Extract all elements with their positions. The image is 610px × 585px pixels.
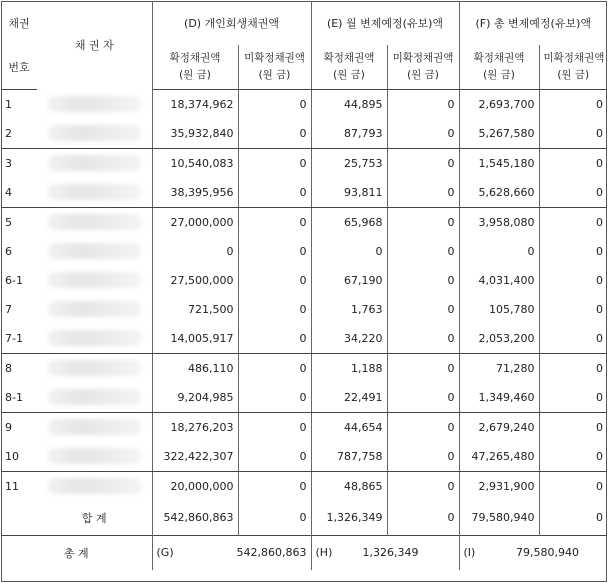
d-confirmed: 27,000,000 — [152, 207, 238, 237]
f-confirmed: 2,053,200 — [459, 324, 539, 354]
total-i-value: 79,580,940 — [516, 546, 579, 559]
d-confirmed: 10,540,083 — [152, 148, 238, 178]
subtotal-d-confirmed: 542,860,863 — [152, 501, 238, 536]
table-row — [1, 148, 607, 178]
table-row — [1, 178, 607, 208]
d-unconfirmed: 0 — [238, 148, 311, 178]
table-row — [1, 383, 607, 413]
f-confirmed: 105,780 — [459, 295, 539, 324]
creditor-name-redacted — [37, 119, 152, 149]
total-i-tag: (I) — [463, 546, 476, 559]
d-unconfirmed: 0 — [238, 353, 311, 383]
d-confirmed: 18,276,203 — [152, 412, 238, 442]
f-confirmed: 47,265,480 — [459, 442, 539, 472]
e-unconfirmed: 0 — [387, 442, 459, 472]
table-row — [1, 353, 607, 383]
row-no: 10 — [1, 442, 37, 472]
f-unconfirmed: 0 — [539, 383, 607, 413]
e-unconfirmed: 0 — [387, 119, 459, 149]
row-no: 4 — [1, 178, 37, 208]
e-unconfirmed: 0 — [387, 324, 459, 354]
total-h-value: 1,326,349 — [362, 546, 419, 559]
total-g-value: 542,860,863 — [236, 546, 307, 559]
row-no: 8-1 — [1, 383, 37, 413]
d-unconfirmed: 0 — [238, 324, 311, 354]
f-unconfirmed: 0 — [596, 244, 603, 258]
e-unconfirmed: 0 — [387, 471, 459, 501]
header-group-e: (E) 월 변제예정(유보)액 — [311, 1, 459, 45]
subtotal-f-confirmed: 79,580,940 — [459, 501, 539, 536]
d-confirmed: 322,422,307 — [152, 442, 238, 472]
subtotal-f-unconfirmed: 0 — [596, 511, 603, 524]
creditor-name-redacted — [37, 442, 152, 472]
d-confirmed: 486,110 — [152, 353, 238, 383]
d-unconfirmed: 0 — [238, 442, 311, 472]
d-confirmed: 38,395,956 — [152, 178, 238, 208]
header-creditor: 채 권 자 — [37, 1, 152, 89]
creditor-name-redacted — [37, 148, 152, 178]
f-confirmed: 5,628,660 — [459, 178, 539, 208]
d-unconfirmed: 0 — [238, 237, 311, 266]
f-unconfirmed: 0 — [596, 361, 603, 375]
d-confirmed: 20,000,000 — [152, 471, 238, 501]
total-g-tag: (G) — [156, 546, 174, 559]
f-confirmed: 1,545,180 — [459, 148, 539, 178]
d-unconfirmed: 0 — [238, 383, 311, 413]
e-unconfirmed: 0 — [387, 266, 459, 295]
f-unconfirmed: 0 — [596, 420, 603, 434]
row-no: 7 — [5, 302, 12, 316]
e-confirmed: 87,793 — [311, 119, 387, 149]
d-confirmed: 721,500 — [152, 295, 238, 324]
e-unconfirmed: 0 — [387, 237, 459, 266]
row-no: 9 — [5, 420, 12, 434]
row-no: 1 — [5, 97, 12, 111]
creditor-name-redacted — [37, 266, 152, 295]
d-confirmed: 0 — [152, 237, 238, 266]
creditor-name-redacted — [37, 295, 152, 324]
e-unconfirmed: 0 — [387, 295, 459, 324]
e-unconfirmed: 0 — [387, 178, 459, 208]
e-confirmed: 44,895 — [311, 89, 387, 119]
creditor-name-redacted — [37, 471, 152, 501]
e-unconfirmed: 0 — [387, 353, 459, 383]
f-confirmed: 3,958,080 — [459, 207, 539, 237]
e-confirmed: 48,865 — [311, 471, 387, 501]
creditor-name-redacted — [37, 383, 152, 413]
creditor-name-redacted — [37, 178, 152, 208]
e-unconfirmed: 0 — [387, 412, 459, 442]
e-confirmed: 0 — [311, 237, 387, 266]
e-unconfirmed: 0 — [387, 89, 459, 119]
e-unconfirmed: 0 — [387, 148, 459, 178]
table-row — [1, 89, 607, 119]
f-confirmed: 2,693,700 — [459, 89, 539, 119]
row-no: 5 — [5, 215, 12, 229]
total-h-tag: (H) — [315, 546, 333, 559]
e-confirmed: 1,188 — [311, 353, 387, 383]
table-row — [1, 442, 607, 472]
header-e-confirmed: 확정채권액 (원 금) — [311, 45, 387, 89]
table-row — [1, 471, 607, 501]
f-confirmed: 2,931,900 — [459, 471, 539, 501]
d-confirmed: 9,204,985 — [152, 383, 238, 413]
subtotal-row — [1, 501, 607, 536]
f-confirmed: 5,267,580 — [459, 119, 539, 149]
e-confirmed: 787,758 — [311, 442, 387, 472]
header-f-confirmed: 확정채권액 (원 금) — [459, 45, 539, 89]
total-label: 총 계 — [1, 535, 152, 570]
header-no-line1: 채권 — [8, 17, 30, 30]
total-h — [311, 535, 459, 570]
header-e-unconfirmed: 미확정채권액 (원 금) — [387, 45, 459, 89]
d-unconfirmed: 0 — [238, 266, 311, 295]
header-d-unconfirmed: 미확정채권액 (원 금) — [238, 45, 311, 89]
header-d-confirmed: 확정채권액 (원 금) — [152, 45, 238, 89]
table-row — [1, 266, 607, 295]
d-unconfirmed: 0 — [238, 89, 311, 119]
repayment-table — [1, 1, 607, 570]
creditor-name-redacted — [37, 353, 152, 383]
e-confirmed: 22,491 — [311, 383, 387, 413]
e-confirmed: 25,753 — [311, 148, 387, 178]
row-no: 6 — [5, 244, 12, 258]
f-unconfirmed: 0 — [539, 178, 607, 208]
e-confirmed: 67,190 — [311, 266, 387, 295]
creditor-name-redacted — [37, 207, 152, 237]
e-unconfirmed: 0 — [387, 207, 459, 237]
f-confirmed: 1,349,460 — [459, 383, 539, 413]
row-no: 6-1 — [5, 273, 23, 287]
table-row — [1, 324, 607, 354]
d-unconfirmed: 0 — [238, 412, 311, 442]
table-row — [1, 412, 607, 442]
e-confirmed: 93,811 — [311, 178, 387, 208]
header-no-line2: 번호 — [1, 45, 37, 89]
f-unconfirmed: 0 — [539, 442, 607, 472]
creditor-name-redacted — [37, 237, 152, 266]
header-group-d: (D) 개인회생채권액 — [152, 1, 311, 45]
e-confirmed: 34,220 — [311, 324, 387, 354]
d-confirmed: 27,500,000 — [152, 266, 238, 295]
table-row — [1, 119, 607, 149]
d-confirmed: 35,932,840 — [152, 119, 238, 149]
f-confirmed: 71,280 — [459, 353, 539, 383]
d-unconfirmed: 0 — [238, 207, 311, 237]
f-confirmed: 0 — [459, 237, 539, 266]
subtotal-e-unconfirmed: 0 — [387, 501, 459, 536]
e-confirmed: 1,763 — [311, 295, 387, 324]
f-unconfirmed: 0 — [596, 156, 603, 170]
f-unconfirmed: 0 — [596, 97, 603, 111]
row-no: 3 — [5, 156, 12, 170]
d-confirmed: 18,374,962 — [152, 89, 238, 119]
f-confirmed: 2,679,240 — [459, 412, 539, 442]
creditor-name-redacted — [37, 412, 152, 442]
row-no: 2 — [1, 119, 37, 149]
header-group-f: (F) 총 변제예정(유보)액 — [475, 17, 591, 30]
subtotal-d-unconfirmed: 0 — [238, 501, 311, 536]
table-row — [1, 207, 607, 237]
row-no: 7-1 — [1, 324, 37, 354]
f-unconfirmed: 0 — [539, 324, 607, 354]
total-row — [1, 535, 607, 570]
f-unconfirmed: 0 — [539, 119, 607, 149]
f-unconfirmed: 0 — [596, 302, 603, 316]
row-no: 11 — [5, 479, 19, 493]
total-g — [152, 535, 311, 570]
table-row — [1, 237, 607, 266]
d-unconfirmed: 0 — [238, 295, 311, 324]
f-unconfirmed: 0 — [596, 215, 603, 229]
creditor-name-redacted — [37, 89, 152, 119]
header-f-unconfirmed: 미확정채권액 (원 금) — [539, 45, 607, 89]
d-unconfirmed: 0 — [238, 178, 311, 208]
d-confirmed: 14,005,917 — [152, 324, 238, 354]
creditor-name-redacted — [37, 324, 152, 354]
f-unconfirmed: 0 — [596, 273, 603, 287]
table-row — [1, 295, 607, 324]
subtotal-label: 합 계 — [37, 501, 152, 536]
e-confirmed: 44,654 — [311, 412, 387, 442]
f-confirmed: 4,031,400 — [459, 266, 539, 295]
f-unconfirmed: 0 — [596, 479, 603, 493]
d-unconfirmed: 0 — [238, 119, 311, 149]
e-unconfirmed: 0 — [387, 383, 459, 413]
row-no: 8 — [5, 361, 12, 375]
e-confirmed: 65,968 — [311, 207, 387, 237]
total-i — [459, 535, 607, 570]
subtotal-e-confirmed: 1,326,349 — [311, 501, 387, 536]
d-unconfirmed: 0 — [238, 471, 311, 501]
